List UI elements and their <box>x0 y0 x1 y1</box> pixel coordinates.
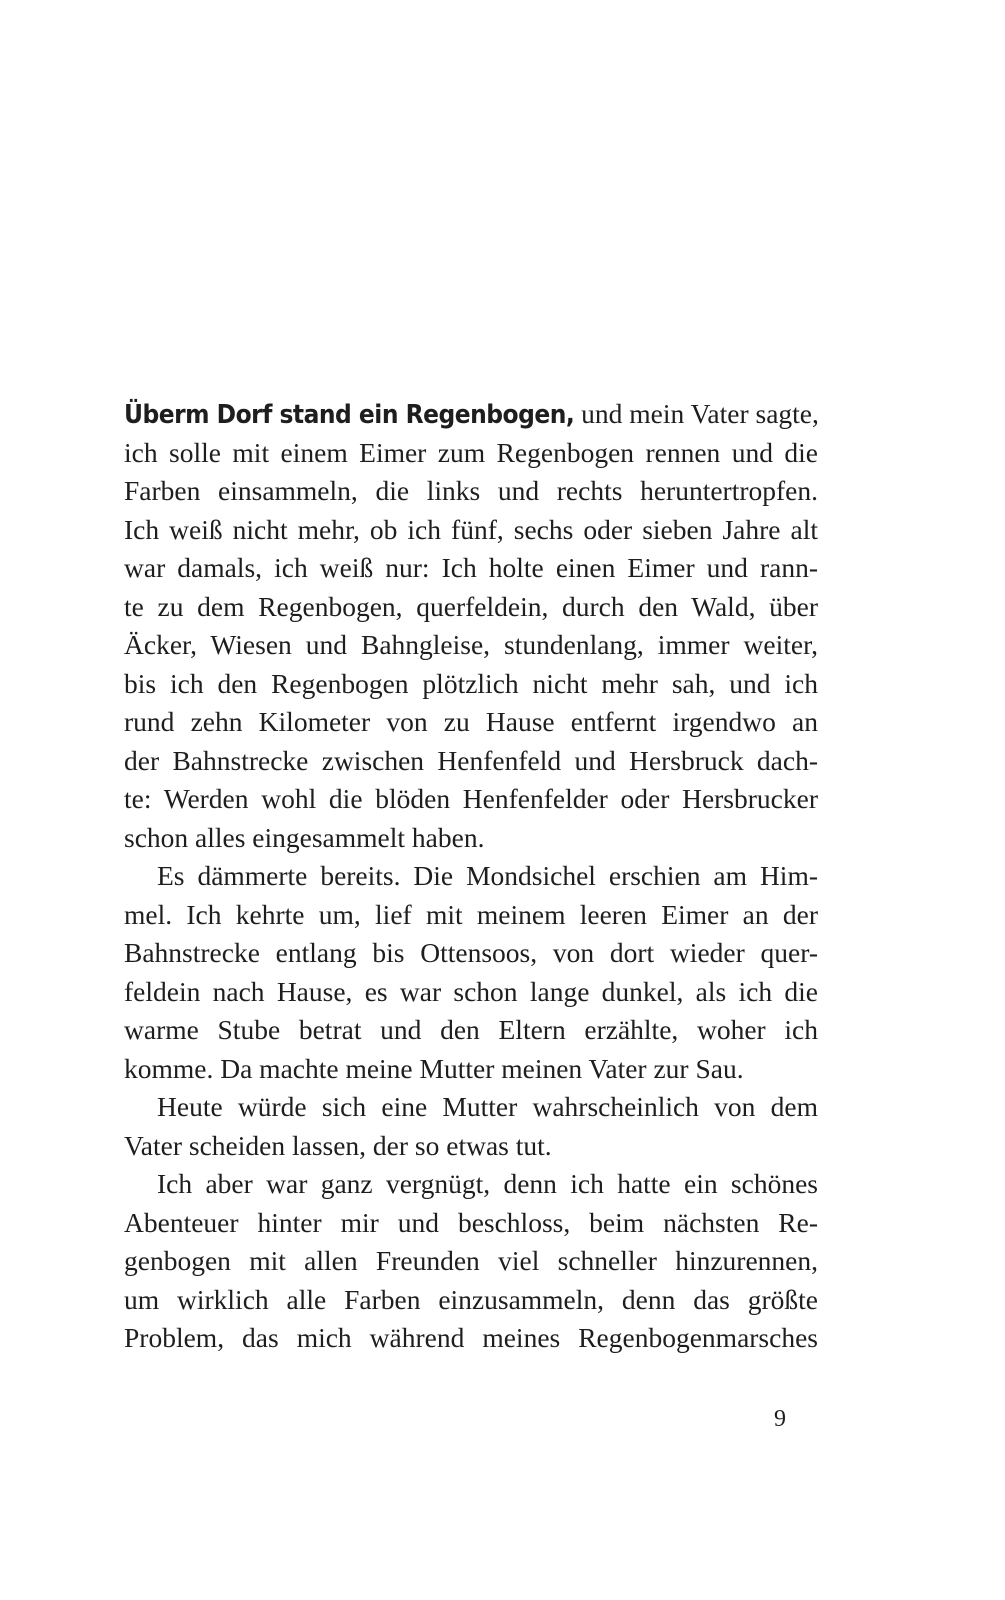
text-line: warme Stube betrat und den Eltern erzählte, woher ich <box>124 1014 818 1045</box>
text-line: der Bahnstrecke zwischen Henfenfeld und Hersbruck dach- <box>124 744 818 776</box>
lead-in-heading: Überm Dorf stand ein Regenbogen, <box>124 400 575 430</box>
text-line: war damals, ich weiß nur: Ich holte einen Eimer und rann- <box>124 552 818 583</box>
text-line: mel. Ich kehrte um, lief mit meinem leeren Eimer an der <box>124 898 818 930</box>
text-line-1-rest: und mein Vater sagte, <box>574 398 819 429</box>
text-line: Heute würde sich eine Mutter wahrscheinlich von dem <box>157 1091 818 1122</box>
text-line: feldein nach Hause, es war schon lange dunkel, als ich die <box>124 975 818 1007</box>
text-line: schon alles eingesammelt haben. <box>124 821 485 853</box>
text-line: Problem, das mich während meines Regenbogenmarsches <box>124 1322 818 1353</box>
text-line: Ich weiß nicht mehr, ob ich fünf, sechs oder sieben Jahre alt <box>124 513 818 545</box>
text-line: Vater scheiden lassen, der so etwas tut. <box>124 1129 552 1161</box>
body-text <box>124 395 818 1358</box>
text-line: um wirklich alle Farben einzusammeln, denn das größte <box>124 1283 818 1315</box>
text-line: Bahnstrecke entlang bis Ottensoos, von dort wieder quer- <box>124 937 818 968</box>
text-line: te: Werden wohl die blöden Henfenfelder oder Hersbrucker <box>124 783 818 814</box>
page-number: 9 <box>774 1406 786 1432</box>
text-line: bis ich den Regenbogen plötzlich nicht mehr sah, und ich <box>124 667 818 699</box>
text-line: te zu dem Regenbogen, querfeldein, durch den Wald, über <box>124 590 818 622</box>
text-line: Äcker, Wiesen und Bahngleise, stundenlang, immer weiter, <box>124 629 818 660</box>
text-line: Es dämmerte bereits. Die Mondsichel erschien am Him- <box>157 860 818 891</box>
text-line: genbogen mit allen Freunden viel schneller hinzurennen, <box>124 1245 818 1276</box>
text-line: Farben einsammeln, die links und rechts heruntertropfen. <box>124 475 818 506</box>
text-line: komme. Da machte meine Mutter meinen Vater zur Sau. <box>124 1052 744 1084</box>
text-line: ich solle mit einem Eimer zum Regenbogen rennen und die <box>124 436 818 468</box>
text-line: Abenteuer hinter mir und beschloss, beim nächsten Re- <box>124 1206 818 1238</box>
text-line: rund zehn Kilometer von zu Hause entfernt irgendwo an <box>124 706 818 737</box>
text-line-1 <box>124 395 818 434</box>
text-line: Ich aber war ganz vergnügt, denn ich hatte ein schönes <box>157 1168 818 1199</box>
